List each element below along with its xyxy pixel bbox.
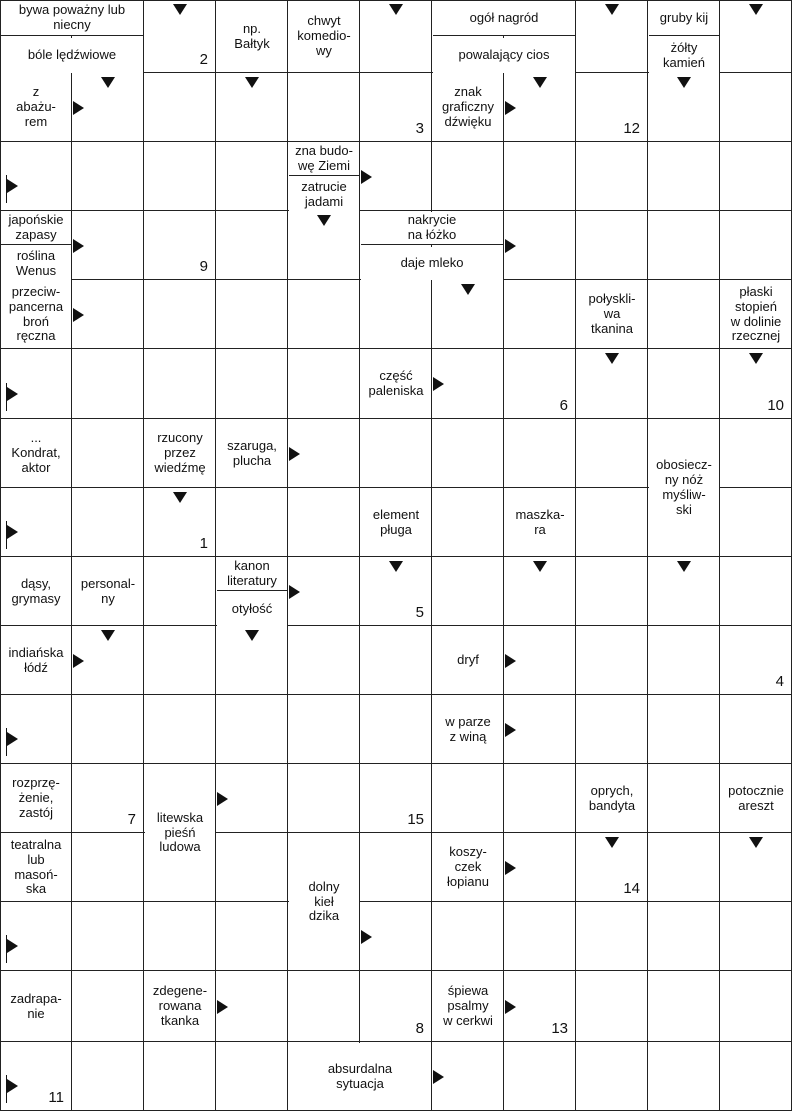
grid-cell[interactable] <box>216 1042 288 1111</box>
grid-cell[interactable] <box>504 902 576 971</box>
answer-number-4: 4 <box>775 673 784 690</box>
clue-bole-ledzwiowe: bóle lędźwiowe <box>1 38 143 73</box>
grid-cell[interactable] <box>288 349 360 419</box>
clue-potocznie-areszt: potocznie areszt <box>721 765 791 832</box>
answer-number-14: 14 <box>623 880 640 897</box>
grid-cell[interactable] <box>576 1042 648 1111</box>
grid-cell[interactable] <box>504 1042 576 1111</box>
grid-cell[interactable] <box>720 1042 792 1111</box>
clue-otylosc: otyłość <box>217 593 287 626</box>
clue-bywa-powazny: bywa poważny lub niecny <box>1 1 143 36</box>
start-flag-icon <box>6 383 20 411</box>
arrow-right-icon <box>73 308 84 322</box>
grid-cell[interactable] <box>144 1042 216 1111</box>
grid-cell[interactable] <box>144 626 216 695</box>
grid-cell[interactable] <box>288 971 360 1042</box>
grid-cell[interactable] <box>720 971 792 1042</box>
grid-cell[interactable] <box>144 557 216 626</box>
answer-number-8: 8 <box>415 1020 424 1037</box>
grid-cell[interactable] <box>720 73 792 142</box>
grid-cell[interactable] <box>720 211 792 280</box>
clue-ogol-nagrod: ogół nagród <box>433 1 575 36</box>
grid-cell[interactable] <box>576 488 648 557</box>
grid-cell[interactable] <box>288 626 360 695</box>
arrow-down-icon <box>749 4 763 15</box>
grid-cell[interactable] <box>72 488 144 557</box>
answer-number-13: 13 <box>551 1020 568 1037</box>
clue-polyskliwa-tkanina: połyskli- wa tkanina <box>577 281 647 348</box>
clue-gruby-kij: gruby kij <box>649 1 719 36</box>
grid-cell[interactable] <box>72 971 144 1042</box>
grid-cell[interactable] <box>576 902 648 971</box>
clue-dryf: dryf <box>433 627 503 694</box>
grid-cell[interactable] <box>288 695 360 764</box>
grid-cell[interactable] <box>360 626 432 695</box>
grid-cell[interactable] <box>360 833 432 902</box>
arrow-right-icon <box>73 101 84 115</box>
grid-cell[interactable] <box>576 557 648 626</box>
arrow-down-icon <box>317 215 331 226</box>
clue-powalajacy-cios: powalający cios <box>433 38 575 73</box>
clue-rzucony-przez-wiedzme: rzucony przez wiedźmę <box>145 420 215 487</box>
answer-number-5: 5 <box>415 604 424 621</box>
clue-kondrat-aktor: ... Kondrat, aktor <box>1 420 71 487</box>
grid-cell[interactable] <box>432 419 504 488</box>
arrow-down-icon <box>677 77 691 88</box>
grid-cell[interactable] <box>432 764 504 833</box>
grid-cell[interactable] <box>288 764 360 833</box>
grid-cell[interactable] <box>576 626 648 695</box>
clue-dasy-grymasy: dąsy, grymasy <box>1 558 71 625</box>
clue-przeciwpancerna-bron: przeciw- pancerna broń ręczna <box>1 281 71 348</box>
arrow-right-icon <box>289 585 300 599</box>
answer-number-11: 11 <box>48 1089 64 1106</box>
grid-cell[interactable] <box>648 280 720 349</box>
clue-w-parze-z-wina: w parze z winą <box>433 696 503 763</box>
arrow-down-icon <box>749 837 763 848</box>
grid-cell[interactable] <box>720 557 792 626</box>
start-flag-icon <box>6 935 20 963</box>
grid-cell[interactable] <box>288 280 360 349</box>
grid-cell[interactable] <box>216 211 288 280</box>
answer-number-3: 3 <box>415 120 424 137</box>
clue-obosieczny-noz: obosiecz- ny nóż myśliw- ski <box>649 420 719 556</box>
clue-zolty-kamien: żółty kamień <box>649 38 719 73</box>
arrow-down-icon <box>173 4 187 15</box>
grid-cell[interactable] <box>144 73 216 142</box>
clue-plaski-stopien: płaski stopień w dolinie rzecznej <box>721 281 791 348</box>
answer-number-10: 10 <box>767 397 784 414</box>
clue-teatralna-lub-masonska: teatralna lub masoń- ska <box>1 834 71 901</box>
grid-cell[interactable] <box>576 419 648 488</box>
grid-cell[interactable] <box>144 695 216 764</box>
grid-cell[interactable] <box>504 142 576 211</box>
grid-cell[interactable] <box>216 142 288 211</box>
clue-oprych-bandyta: oprych, bandyta <box>577 765 647 832</box>
answer-number-2: 2 <box>199 51 208 68</box>
grid-cell[interactable] <box>504 280 576 349</box>
arrow-down-icon <box>749 353 763 364</box>
grid-cell[interactable] <box>360 695 432 764</box>
arrow-down-icon <box>245 630 259 641</box>
clue-np-baltyk: np. Bałtyk <box>217 1 287 72</box>
arrow-right-icon <box>289 447 300 461</box>
clue-personalny: personal- ny <box>73 558 143 625</box>
clue-chwyt-komediowy: chwyt komedio- wy <box>289 1 359 72</box>
grid-cell[interactable] <box>648 349 720 419</box>
arrow-right-icon <box>505 101 516 115</box>
clue-indianska-lodz: indiańska łódź <box>1 627 71 694</box>
grid-cell[interactable] <box>144 280 216 349</box>
grid-cell[interactable] <box>72 1042 144 1111</box>
grid-cell[interactable] <box>720 902 792 971</box>
arrow-down-icon <box>533 77 547 88</box>
grid-cell[interactable] <box>720 142 792 211</box>
grid-cell[interactable] <box>648 902 720 971</box>
clue-rozprzezenie: rozprzę- żenie, zastój <box>1 765 71 832</box>
start-flag-icon <box>6 1075 20 1103</box>
grid-cell[interactable] <box>648 142 720 211</box>
grid-cell[interactable] <box>72 695 144 764</box>
arrow-right-icon <box>217 792 228 806</box>
answer-number-12: 12 <box>623 120 640 137</box>
grid-cell[interactable] <box>72 349 144 419</box>
grid-cell[interactable] <box>360 419 432 488</box>
grid-cell[interactable] <box>720 695 792 764</box>
grid-cell[interactable] <box>648 764 720 833</box>
grid-cell[interactable] <box>576 695 648 764</box>
clue-dolny-kiel-dzika: dolny kieł dzika <box>289 834 359 970</box>
arrow-right-icon <box>505 861 516 875</box>
grid-cell[interactable] <box>216 280 288 349</box>
arrow-down-icon <box>101 630 115 641</box>
grid-cell[interactable] <box>648 971 720 1042</box>
grid-cell[interactable] <box>216 833 288 902</box>
arrow-right-icon <box>73 239 84 253</box>
arrow-right-icon <box>505 723 516 737</box>
start-flag-icon <box>6 175 20 203</box>
grid-cell[interactable] <box>288 488 360 557</box>
arrow-down-icon <box>605 4 619 15</box>
arrow-down-icon <box>605 353 619 364</box>
arrow-down-icon <box>533 561 547 572</box>
grid-cell[interactable] <box>216 902 288 971</box>
arrow-right-icon <box>217 1000 228 1014</box>
arrow-right-icon <box>361 170 372 184</box>
clue-daje-mleko: daje mleko <box>361 247 503 280</box>
start-flag-icon <box>6 728 20 756</box>
grid-cell[interactable] <box>72 902 144 971</box>
grid-cell[interactable] <box>72 833 144 902</box>
clue-roslina-wenus: roślina Wenus <box>1 247 71 280</box>
arrow-down-icon <box>677 561 691 572</box>
clue-szaruga-plucha: szaruga, plucha <box>217 420 287 487</box>
grid-cell[interactable] <box>720 488 792 557</box>
grid-cell[interactable] <box>288 73 360 142</box>
grid-cell[interactable] <box>576 211 648 280</box>
grid-cell[interactable] <box>576 142 648 211</box>
grid-cell[interactable] <box>648 833 720 902</box>
grid-cell[interactable] <box>72 419 144 488</box>
grid-cell[interactable] <box>144 349 216 419</box>
clue-element-pluga: element pługa <box>361 489 431 556</box>
arrow-right-icon <box>433 1070 444 1084</box>
grid-cell[interactable] <box>648 695 720 764</box>
grid-cell[interactable] <box>432 142 504 211</box>
clue-znak-graficzny: znak graficzny dźwięku <box>433 74 503 141</box>
grid-cell[interactable] <box>504 764 576 833</box>
clue-czesc-paleniska: część paleniska <box>361 350 431 418</box>
grid-cell[interactable] <box>648 211 720 280</box>
arrow-down-icon <box>389 561 403 572</box>
answer-number-7: 7 <box>127 811 136 828</box>
answer-number-15: 15 <box>407 811 424 828</box>
grid-cell[interactable] <box>216 488 288 557</box>
clue-nakrycie-na-lozko: nakrycie na łóżko <box>361 212 503 245</box>
grid-cell[interactable] <box>144 142 216 211</box>
grid-cell[interactable] <box>72 142 144 211</box>
grid-cell[interactable] <box>504 419 576 488</box>
arrow-right-icon <box>505 239 516 253</box>
arrow-right-icon <box>361 930 372 944</box>
clue-maszkara: maszka- ra <box>505 489 575 556</box>
grid-cell[interactable] <box>432 557 504 626</box>
arrow-down-icon <box>245 77 259 88</box>
arrow-right-icon <box>73 654 84 668</box>
grid-cell[interactable] <box>648 1042 720 1111</box>
grid-cell[interactable] <box>432 902 504 971</box>
arrow-down-icon <box>389 4 403 15</box>
grid-cell[interactable] <box>216 695 288 764</box>
grid-cell[interactable] <box>216 349 288 419</box>
answer-number-1: 1 <box>199 535 208 552</box>
arrow-right-icon <box>433 377 444 391</box>
clue-zdegenerowana-tkanka: zdegene- rowana tkanka <box>145 972 215 1041</box>
clue-z-abazurem: z abażu- rem <box>1 74 71 141</box>
arrow-down-icon <box>461 284 475 295</box>
answer-number-6: 6 <box>559 397 568 414</box>
arrow-down-icon <box>173 492 187 503</box>
arrow-right-icon <box>505 654 516 668</box>
clue-zadrapanie: zadrapa- nie <box>1 972 71 1041</box>
grid-cell[interactable] <box>720 419 792 488</box>
clue-spiewa-psalmy: śpiewa psalmy w cerkwi <box>433 972 503 1041</box>
clue-zatrucie-jadami: zatrucie jadami <box>289 178 359 211</box>
arrow-down-icon <box>605 837 619 848</box>
clue-litewska-piesn: litewska pieśń ludowa <box>145 765 215 901</box>
grid-cell[interactable] <box>360 280 432 349</box>
arrow-right-icon <box>505 1000 516 1014</box>
grid-cell[interactable] <box>144 902 216 971</box>
grid-cell[interactable] <box>432 488 504 557</box>
answer-number-9: 9 <box>199 258 208 275</box>
clue-japonskie-zapasy: japońskie zapasy <box>1 212 71 245</box>
grid-cell[interactable] <box>576 971 648 1042</box>
clue-kanon-literatury: kanon literatury <box>217 558 287 591</box>
clue-absurdalna-sytuacja: absurdalna sytuacja <box>289 1043 431 1110</box>
grid-cell[interactable] <box>648 626 720 695</box>
clue-zna-budowe-ziemi: zna budo- wę Ziemi <box>289 143 359 176</box>
arrow-down-icon <box>101 77 115 88</box>
clue-koszyczek-lopianu: koszy- czek łopianu <box>433 834 503 901</box>
start-flag-icon <box>6 521 20 549</box>
